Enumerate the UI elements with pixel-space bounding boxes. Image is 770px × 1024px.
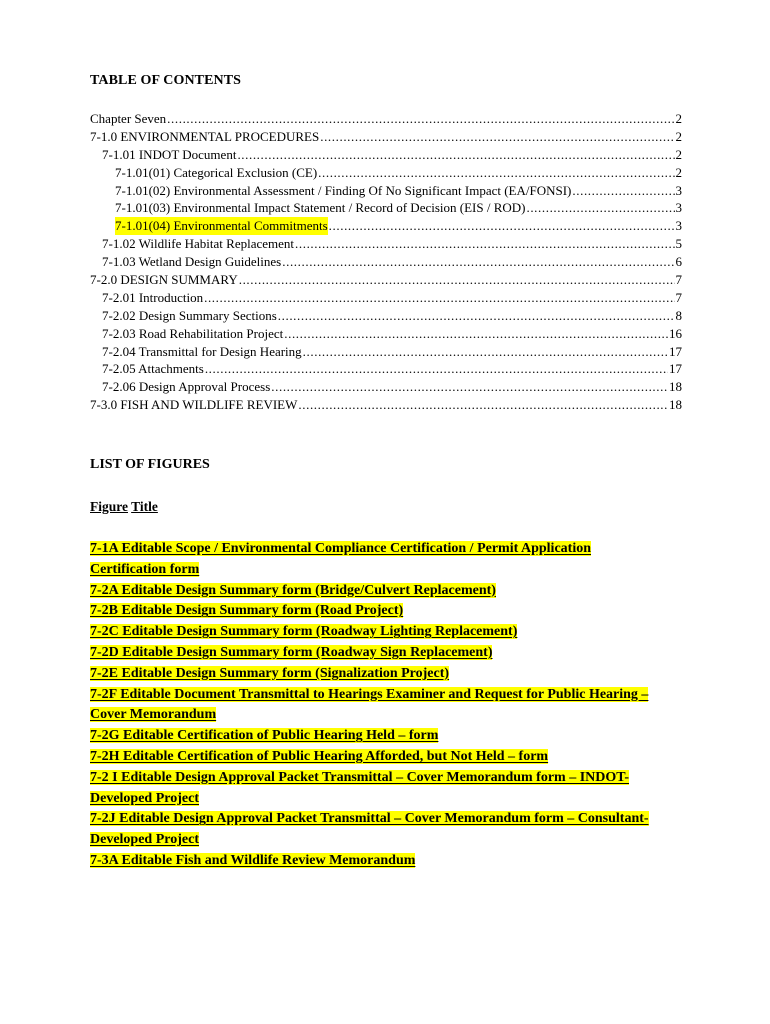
- toc-entry[interactable]: [90, 217, 682, 235]
- toc-entry-title: 7-1.01(02) Environmental Assessment / Finding Of No Significant Impact (EA/FONSI): [115, 182, 572, 198]
- figure-link[interactable]: [90, 581, 650, 602]
- toc-entry-title: 7-2.03 Road Rehabilitation Project: [102, 325, 284, 341]
- toc-entry-page: 2: [675, 128, 682, 144]
- toc-entry-title: 7-1.02 Wildlife Habitat Replacement: [102, 236, 295, 252]
- toc-entry-page: 7: [675, 272, 682, 288]
- toc-entry-page: 6: [675, 254, 682, 270]
- toc-entry[interactable]: [90, 307, 682, 325]
- toc-entry[interactable]: [90, 378, 682, 396]
- toc-entry-title: 7-1.01 INDOT Document: [102, 146, 237, 162]
- toc-entry-title: 7-2.01 Introduction: [102, 289, 204, 305]
- toc-dot-leader: [298, 396, 668, 414]
- figure-title: 7-3A Editable Fish and Wildlife Review Memorandum: [90, 852, 416, 868]
- toc-entry-title: 7-1.0 ENVIRONMENTAL PROCEDURES: [90, 128, 320, 144]
- toc-entry[interactable]: [90, 271, 682, 289]
- toc-dot-leader: [572, 182, 674, 200]
- figure-link[interactable]: [90, 601, 650, 622]
- figure-title: 7-2D Editable Design Summary form (Roadway Sign Replacement): [90, 644, 493, 660]
- toc-entry[interactable]: [90, 164, 682, 182]
- figure-title: 7-2C Editable Design Summary form (Roadway Lighting Replacement): [90, 624, 518, 640]
- figure-title: 7-1A Editable Scope / Environmental Compliance Certification / Permit Application Certification form: [90, 541, 591, 577]
- figure-link[interactable]: [90, 809, 650, 851]
- figure-link[interactable]: [90, 685, 650, 727]
- toc-entry-title: 7-2.02 Design Summary Sections: [102, 307, 277, 323]
- toc-dot-leader: [167, 110, 674, 128]
- table-of-contents: [90, 110, 682, 414]
- toc-title: TABLE OF CONTENTS: [90, 73, 242, 88]
- toc-dot-leader: [237, 146, 674, 164]
- toc-entry-page: 2: [675, 146, 682, 162]
- toc-dot-leader: [303, 343, 668, 361]
- toc-entry-title: 7-1.01(04) Environmental Commitments: [115, 218, 328, 234]
- list-of-figures: [90, 539, 650, 872]
- toc-entry-title: 7-2.05 Attachments: [102, 361, 204, 377]
- figure-link[interactable]: [90, 851, 650, 872]
- figure-link[interactable]: [90, 664, 650, 685]
- toc-entry-page: 2: [675, 111, 682, 126]
- figure-title: 7-2F Editable Document Transmittal to Hearings Examiner and Request for Public Hearing – Cover Memorandum: [90, 686, 649, 723]
- lof-title: LIST OF FIGURES: [90, 457, 210, 472]
- toc-entry-page: 3: [675, 182, 682, 198]
- toc-dot-leader: [318, 164, 674, 182]
- figure-link[interactable]: [90, 622, 650, 643]
- toc-entry-page: 2: [675, 164, 682, 180]
- figure-title: 7-2A Editable Design Summary form (Bridge/Culvert Replacement): [90, 582, 496, 598]
- toc-entry-page: 3: [675, 218, 682, 234]
- toc-dot-leader: [329, 217, 675, 235]
- toc-entry[interactable]: [90, 110, 682, 128]
- toc-entry-page: 5: [675, 236, 682, 252]
- toc-entry-page: 18: [669, 397, 682, 413]
- toc-dot-leader: [320, 128, 674, 146]
- toc-entry-title: 7-2.04 Transmittal for Design Hearing: [102, 343, 302, 359]
- figure-title: 7-2E Editable Design Summary form (Signalization Project): [90, 665, 450, 681]
- toc-entry-page: 16: [669, 325, 682, 341]
- toc-entry-page: 3: [675, 200, 682, 216]
- toc-dot-leader: [239, 271, 675, 289]
- figure-title: 7-2J Editable Design Approval Packet Transmittal – Cover Memorandum form – Consultant-Developed Project: [90, 811, 649, 848]
- toc-entry[interactable]: [90, 360, 682, 378]
- toc-dot-leader: [271, 378, 668, 396]
- toc-entry-page: 18: [669, 379, 682, 395]
- toc-entry-title: 7-2.06 Design Approval Process: [102, 379, 271, 395]
- toc-dot-leader: [278, 307, 675, 325]
- toc-entry[interactable]: [90, 396, 682, 414]
- toc-entry-page: 8: [675, 307, 682, 323]
- figure-link[interactable]: [90, 539, 650, 581]
- toc-entry[interactable]: [90, 146, 682, 164]
- toc-dot-leader: [205, 360, 668, 378]
- figure-link[interactable]: [90, 768, 650, 810]
- toc-dot-leader: [282, 253, 674, 271]
- title-column-label: Title: [131, 499, 158, 514]
- toc-entry-title: 7-1.01(01) Categorical Exclusion (CE): [115, 164, 318, 180]
- figure-title: 7-2G Editable Certification of Public Hearing Held – form: [90, 728, 439, 744]
- toc-entry-page: 17: [669, 361, 682, 377]
- toc-entry[interactable]: [90, 343, 682, 361]
- toc-entry[interactable]: [90, 253, 682, 271]
- toc-dot-leader: [526, 199, 674, 217]
- toc-dot-leader: [284, 325, 668, 343]
- figure-title: 7-2B Editable Design Summary form (Road Project): [90, 603, 404, 619]
- toc-entry-page: 17: [669, 343, 682, 359]
- toc-entry-title: 7-1.01(03) Environmental Impact Statement / Record of Decision (EIS / ROD): [115, 200, 526, 216]
- toc-entry[interactable]: [90, 128, 682, 146]
- toc-entry[interactable]: [90, 182, 682, 200]
- figure-column-label: Figure: [90, 499, 128, 514]
- figure-link[interactable]: [90, 643, 650, 664]
- figure-link[interactable]: [90, 747, 650, 768]
- toc-entry-title: Chapter Seven: [90, 111, 167, 126]
- toc-entry-title: 7-1.03 Wetland Design Guidelines: [102, 254, 282, 270]
- figure-title: 7-2H Editable Certification of Public Hearing Afforded, but Not Held – form: [90, 748, 549, 764]
- figure-link[interactable]: [90, 726, 650, 747]
- toc-entry[interactable]: [90, 199, 682, 217]
- toc-dot-leader: [295, 235, 674, 253]
- toc-dot-leader: [204, 289, 674, 307]
- toc-entry-page: 7: [675, 289, 682, 305]
- toc-entry-title: 7-3.0 FISH AND WILDLIFE REVIEW: [90, 397, 298, 413]
- toc-entry[interactable]: [90, 289, 682, 307]
- figure-title: 7-2 I Editable Design Approval Packet Transmittal – Cover Memorandum form – INDOT-Developed Project: [90, 769, 629, 806]
- toc-entry[interactable]: [90, 325, 682, 343]
- toc-entry[interactable]: [90, 235, 682, 253]
- toc-entry-title: 7-2.0 DESIGN SUMMARY: [90, 272, 238, 288]
- figure-column-headings: [90, 499, 158, 515]
